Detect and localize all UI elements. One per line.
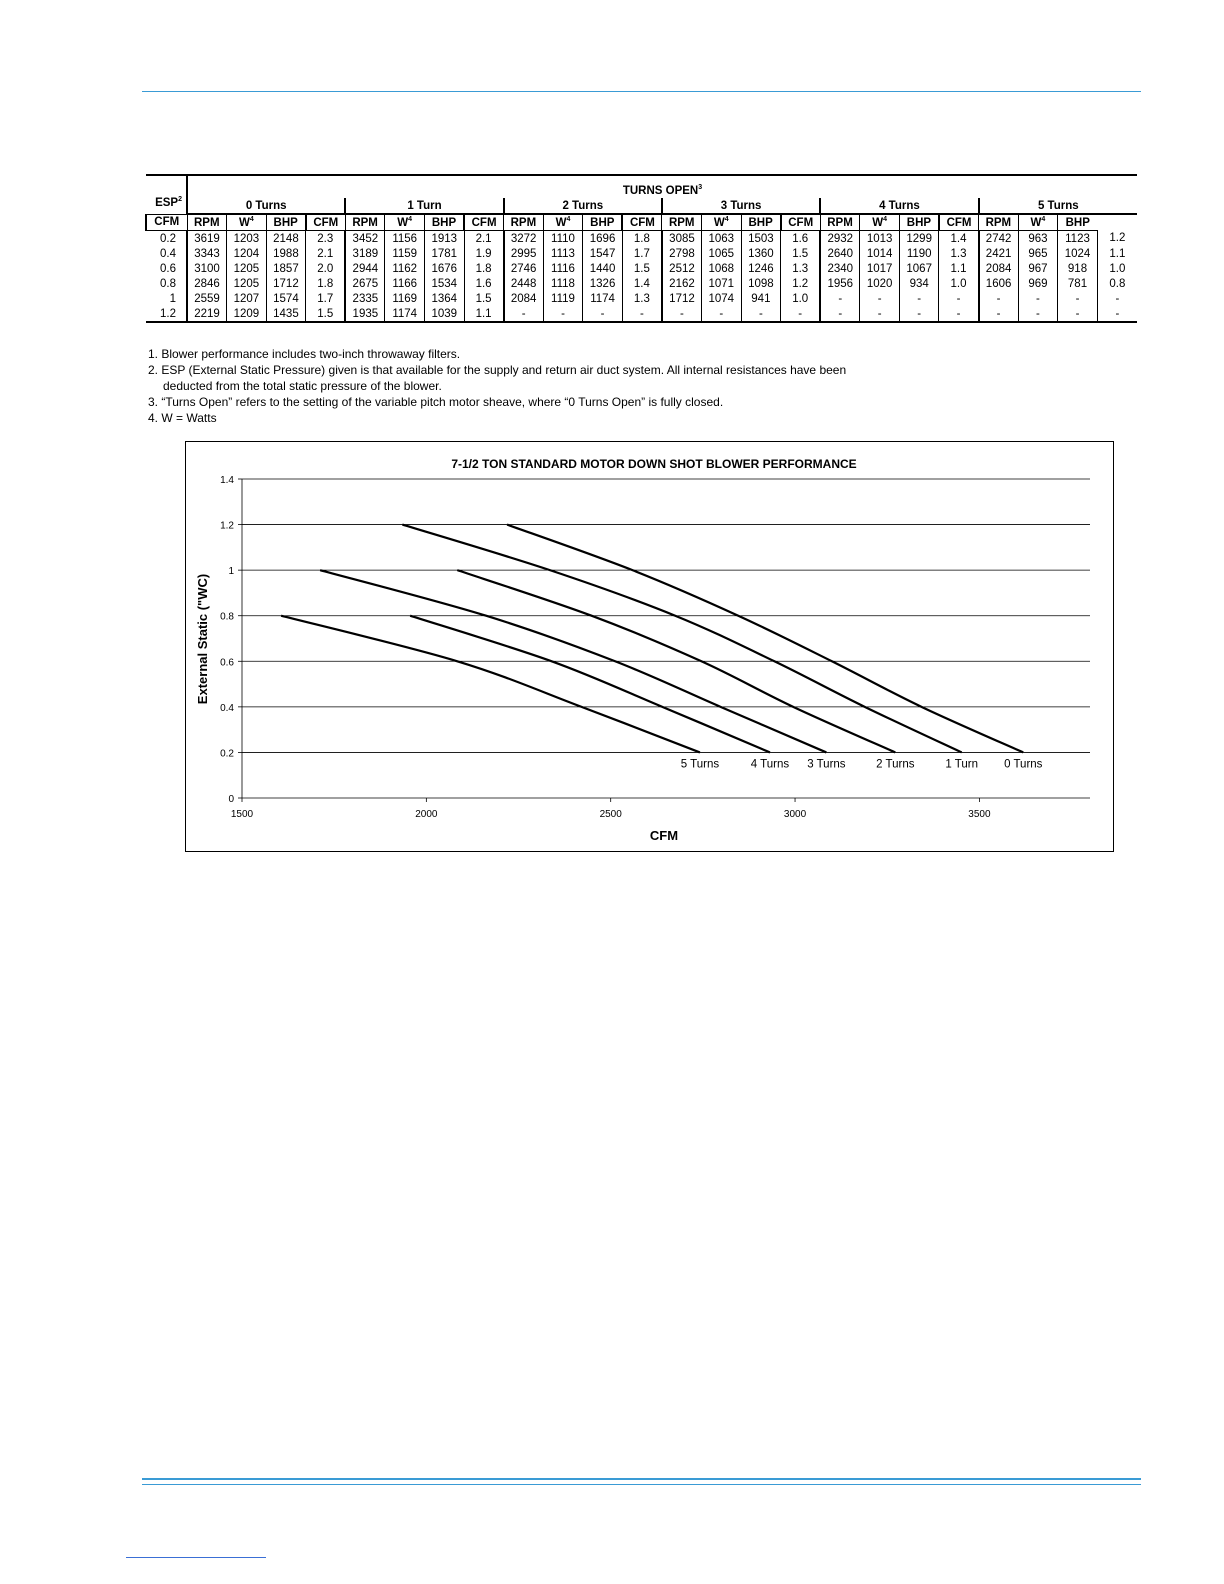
table-cell: 1166 [385,276,425,291]
table-cell: 1534 [424,276,464,291]
table-cell: 1113 [543,246,583,261]
table-cell: - [860,291,900,306]
turns-group-header: 2 Turns [504,198,662,214]
column-header: $W^4$ [860,214,900,231]
footnotes [148,346,1048,426]
table-cell: 3343 [187,246,227,261]
table-cell: 1547 [583,246,623,261]
table-cell: - [899,306,939,322]
table-cell: 1.6 [464,276,504,291]
table-cell: 2798 [662,246,702,261]
table-cell: 1364 [424,291,464,306]
table-cell: 1205 [227,276,267,291]
table-cell: 1204 [227,246,267,261]
table-cell: 1162 [385,261,425,276]
column-header: RPM [820,214,860,231]
blower-performance-chart [185,441,1114,852]
table-cell: 2742 [979,231,1019,247]
column-header: $W^4$ [543,214,583,231]
table-cell: 2512 [662,261,702,276]
table-cell: 1299 [899,231,939,247]
series-label: 4 Turns [750,758,790,771]
table-cell: 1063 [702,231,742,247]
table-cell: 1.1 [1097,246,1137,261]
table-cell: 965 [1018,246,1058,261]
table-cell: 1110 [543,231,583,247]
chart-title: 7-1/2 TON STANDARD MOTOR DOWN SHOT BLOWER PERFORMANCE [451,457,857,471]
table-cell: 1.8 [622,231,662,247]
table-cell: - [979,291,1019,306]
table-cell: 2746 [504,261,544,276]
table-cell: 1857 [266,261,306,276]
table-cell: 2.0 [306,261,346,276]
table-cell: 1.6 [781,231,821,247]
footnote-4: 4. W = Watts [148,411,217,425]
table-cell: - [583,306,623,322]
table-cell: 1203 [227,231,267,247]
series-label: 5 Turns [680,758,720,771]
table-cell: 2448 [504,276,544,291]
footnote-2: 2. ESP (External Static Pressure) given is that available for the supply and return air duct system. All internal resistances have been [148,363,847,377]
column-header: BHP [1058,214,1098,231]
turns-open-header: TURNS OPEN$^3$ [187,175,1137,198]
table-row [146,231,1137,247]
table-cell: 2421 [979,246,1019,261]
table-cell: - [1018,291,1058,306]
table-cell: 3619 [187,231,227,247]
table-cell: 1207 [227,291,267,306]
turns-group-header: 3 Turns [662,198,820,214]
blower-performance-table [145,174,1137,323]
esp-header: ESP$^2$ [146,175,187,214]
esp-cell: 0.6 [160,262,176,275]
turns-open-header-row [146,175,1137,198]
table-cell: 1067 [899,261,939,276]
table-cell: 969 [1018,276,1058,291]
table-cell: 1360 [741,246,781,261]
table-cell: 1913 [424,231,464,247]
table-cell: 1014 [860,246,900,261]
table-cell: 1988 [266,246,306,261]
table-cell: 1024 [1058,246,1098,261]
table-cell: 1169 [385,291,425,306]
table-cell: 1159 [385,246,425,261]
series-label: 3 Turns [807,758,846,771]
column-header: BHP [424,214,464,231]
column-header: RPM [979,214,1019,231]
table-cell: 1205 [227,261,267,276]
table-cell: 1246 [741,261,781,276]
column-header: CFM [781,214,821,231]
table-cell: 2.1 [306,246,346,261]
table-cell: 1.2 [1097,231,1137,247]
table-cell: 1.3 [622,291,662,306]
series-label: 0 Turns [1004,758,1043,771]
column-header: $W^4$ [227,214,267,231]
footnote-3: 3. “Turns Open” refers to the setting of the variable pitch motor sheave, where “0 Turns Open” is fully closed. [148,395,724,409]
table-cell: 1712 [266,276,306,291]
table-cell: 1.3 [939,246,979,261]
table-cell: 1696 [583,231,623,247]
table-cell: 1.4 [622,276,662,291]
y-tick-label: 0.8 [220,611,234,623]
table-cell: 967 [1018,261,1058,276]
table-row [146,246,1137,261]
table-cell: - [860,306,900,322]
table-cell: 2559 [187,291,227,306]
table-cell: 1.5 [781,246,821,261]
y-axis-label: External Static ("WC) [195,573,210,705]
turns-group-row [146,198,1137,214]
series-label: 1 Turn [945,758,978,771]
table-cell: - [622,306,662,322]
table-cell: 1.7 [306,291,346,306]
column-header: BHP [266,214,306,231]
table-cell: - [979,306,1019,322]
table-cell: 1.8 [464,261,504,276]
table-cell: 1116 [543,261,583,276]
table-row [146,261,1137,276]
table-cell: 1.1 [464,306,504,322]
table-cell: 1156 [385,231,425,247]
y-tick-label: 0.4 [220,702,234,714]
esp-cell: 0.8 [160,277,176,290]
turns-group-header: 4 Turns [820,198,978,214]
table-cell: 1956 [820,276,860,291]
turns-group-header: 1 Turn [345,198,503,214]
table-cell: 1071 [702,276,742,291]
table-cell: 1209 [227,306,267,322]
table-cell: 2846 [187,276,227,291]
y-tick-label: 1 [228,566,234,578]
column-header: CFM [464,214,504,231]
table-cell: 3100 [187,261,227,276]
series-line-0 [507,525,1023,753]
table-cell: 2.1 [464,231,504,247]
footer-rule-thin [142,1484,1141,1485]
table-cell: 1119 [543,291,583,306]
table-cell: 1712 [662,291,702,306]
footnote-1: 1. Blower performance includes two-inch throwaway filters. [148,347,461,361]
table-cell: 1326 [583,276,623,291]
table-row [146,306,1137,322]
column-header: CFM [306,214,346,231]
header-rule [142,91,1141,92]
column-header: RPM [345,214,385,231]
table-cell: 1065 [702,246,742,261]
table-cell: 2932 [820,231,860,247]
series-line-4 [410,616,770,753]
footer-link-underline [126,1557,266,1558]
table-cell: 1676 [424,261,464,276]
table-cell: 1017 [860,261,900,276]
column-header-row [146,214,1137,231]
table-cell: 3189 [345,246,385,261]
table-cell: - [1018,306,1058,322]
table-cell: 1935 [345,306,385,322]
y-tick-label: 1.2 [220,520,234,532]
x-tick-label: 2500 [599,809,622,820]
table-cell: 2995 [504,246,544,261]
column-header: BHP [741,214,781,231]
footer-rule [142,1478,1141,1480]
table-cell: - [702,306,742,322]
turns-group-header: 5 Turns [979,198,1137,214]
esp-cell: 0.2 [160,232,176,245]
table-cell: 2335 [345,291,385,306]
table-cell: 3085 [662,231,702,247]
table-cell: - [899,291,939,306]
table-row [146,291,1137,306]
table-cell: - [1097,291,1137,306]
table-cell: 1.0 [939,276,979,291]
table-cell: - [1058,306,1098,322]
table-cell: 1118 [543,276,583,291]
table-cell: 1020 [860,276,900,291]
table-cell: 1.0 [781,291,821,306]
column-header: $W^4$ [702,214,742,231]
y-tick-label: 0.2 [220,748,234,760]
table-cell: 2219 [187,306,227,322]
table-cell: 0.8 [1097,276,1137,291]
table-cell: 1.7 [622,246,662,261]
column-header: CFM [146,214,187,231]
table-cell: 1440 [583,261,623,276]
table-cell: 1.5 [306,306,346,322]
column-header: BHP [583,214,623,231]
esp-cell: 1.2 [146,306,187,322]
table-cell: 1039 [424,306,464,322]
table-cell: 2148 [266,231,306,247]
table-cell: - [543,306,583,322]
table-cell: 3452 [345,231,385,247]
table-cell: 2675 [345,276,385,291]
table-cell: 1098 [741,276,781,291]
table-cell: 2084 [504,291,544,306]
turns-group-header: 0 Turns [187,198,345,214]
table-cell: 941 [741,291,781,306]
table-cell: - [939,291,979,306]
table-cell: - [1058,291,1098,306]
table-cell: - [662,306,702,322]
column-header: RPM [662,214,702,231]
esp-cell: 1 [169,292,176,305]
table-cell: - [781,306,821,322]
table-cell: 1190 [899,246,939,261]
table-cell: 1.1 [939,261,979,276]
table-cell: 2640 [820,246,860,261]
column-header: $W^4$ [385,214,425,231]
chart-canvas [186,442,1113,851]
table-cell: - [504,306,544,322]
y-tick-label: 0.6 [220,657,234,669]
table-cell: 2084 [979,261,1019,276]
table-cell: 1.9 [464,246,504,261]
table-cell: 1.2 [781,276,821,291]
y-tick-label: 1.4 [220,475,234,486]
table-cell: 2.3 [306,231,346,247]
table-cell: 1781 [424,246,464,261]
table-cell: 1.0 [1097,261,1137,276]
table-cell: 1068 [702,261,742,276]
table-cell: 963 [1018,231,1058,247]
series-label: 2 Turns [876,758,915,771]
table-cell: - [741,306,781,322]
x-tick-label: 2000 [415,809,438,820]
table-cell: 1606 [979,276,1019,291]
table-cell: 1.3 [781,261,821,276]
footnote-2-continued: deducted from the total static pressure of the blower. [163,379,442,393]
series [281,525,1043,771]
table-cell: 1.8 [306,276,346,291]
table-cell: 1.4 [939,231,979,247]
table-cell: 934 [899,276,939,291]
table-cell: 1574 [266,291,306,306]
table-cell: 3272 [504,231,544,247]
table-cell: 1435 [266,306,306,322]
table-cell: 2944 [345,261,385,276]
table-cell: 2162 [662,276,702,291]
table-cell: - [820,291,860,306]
table-cell: 1.5 [464,291,504,306]
column-header: RPM [504,214,544,231]
column-header: RPM [187,214,227,231]
table-cell: 1.5 [622,261,662,276]
column-header: CFM [622,214,662,231]
table-cell: 1074 [702,291,742,306]
table-cell: - [939,306,979,322]
x-tick-label: 3500 [968,809,991,820]
table-row [146,276,1137,291]
table-cell: 2340 [820,261,860,276]
column-header: CFM [939,214,979,231]
column-header: $W^4$ [1018,214,1058,231]
esp-cell: 0.4 [160,247,176,260]
x-tick-label: 3000 [783,809,807,820]
column-header: BHP [899,214,939,231]
table-cell: 781 [1058,276,1098,291]
table-cell: 1174 [385,306,425,322]
table-cell: 1503 [741,231,781,247]
table-cell: 1174 [583,291,623,306]
table-cell: - [1097,306,1137,322]
table-cell: 918 [1058,261,1098,276]
x-tick-label: 1500 [230,809,254,820]
x-axis-label: CFM [649,828,679,843]
table-cell: 1123 [1058,231,1098,247]
y-tick-label: 0 [228,794,234,805]
table-cell: 1013 [860,231,900,247]
table-cell: - [820,306,860,322]
series-line-5 [281,616,700,753]
